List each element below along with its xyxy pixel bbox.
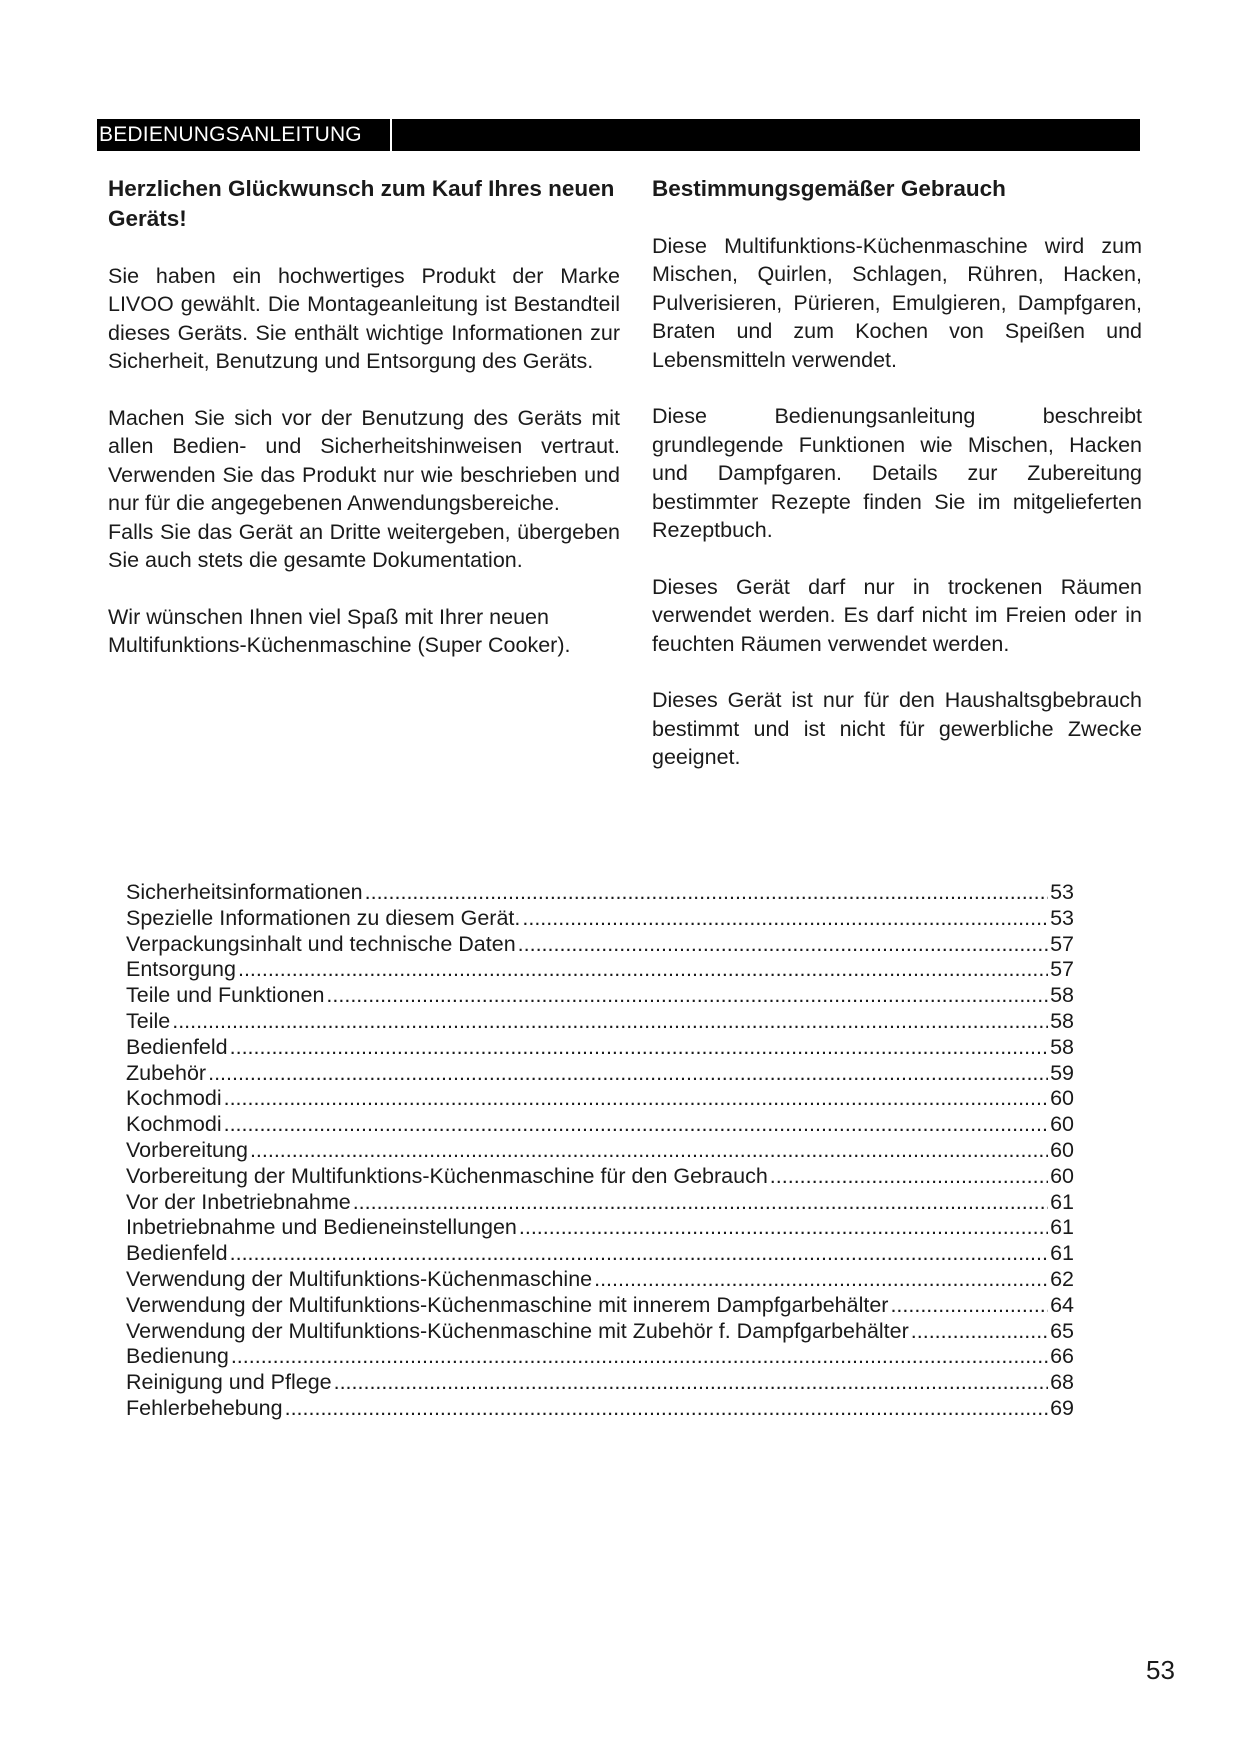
toc-entry-page: 60	[1050, 1137, 1074, 1162]
toc-entry[interactable]	[126, 1112, 1074, 1138]
toc-entry[interactable]	[126, 1396, 1074, 1422]
intended-use-paragraph-1: Diese Multifunktions-Küchenmaschine wird zum Mischen, Quirlen, Schlagen, Rühren, Hacken, Pulverisieren, Pürieren, Emulgieren, Dampfgaren, Braten und zum Kochen von Speißen und Lebensmitteln verwendet.	[652, 234, 1142, 372]
intended-use-paragraph-3: Dieses Gerät darf nur in trockenen Räumen verwendet werden. Es darf nicht im Freien oder in feuchten Räumen verwendet werden.	[652, 574, 1142, 656]
toc-entry-title: Inbetriebnahme und Bedieneinstellungen	[126, 1215, 517, 1240]
intended-use-column	[652, 174, 1142, 800]
toc-leader-dots	[208, 1061, 1048, 1087]
intended-use-heading: Bestimmungsgemäßer Gebrauch	[652, 176, 1006, 201]
toc-entry-title: Vorbereitung der Multifunktions-Küchenmaschine für den Gebrauch	[126, 1163, 768, 1188]
toc-entry[interactable]	[126, 1061, 1074, 1087]
toc-entry-page: 58	[1050, 1034, 1074, 1059]
toc-entry[interactable]	[126, 1267, 1074, 1293]
toc-entry-title: Reinigung und Pflege	[126, 1370, 332, 1395]
toc-entry-page: 66	[1050, 1344, 1074, 1369]
toc-leader-dots	[224, 1086, 1048, 1112]
toc-entry-title: Fehlerbehebung	[126, 1395, 283, 1420]
toc-entry-title: Verwendung der Multifunktions-Küchenmaschine	[126, 1266, 593, 1291]
toc-entry[interactable]	[126, 1190, 1074, 1216]
toc-entry[interactable]	[126, 1035, 1074, 1061]
intro-paragraph-2: Machen Sie sich vor der Benutzung des Geräts mit allen Bedien- und Sicherheitshinweisen vertraut. Verwenden Sie das Produkt nur wie beschrieben und nur für die angegebenen Anwendungsbereiche.	[108, 406, 620, 516]
toc-entry-page: 61	[1050, 1241, 1074, 1266]
toc-entry-page: 60	[1050, 1163, 1074, 1188]
toc-leader-dots	[230, 1035, 1048, 1061]
toc-leader-dots	[230, 1241, 1048, 1267]
toc-leader-dots	[224, 1112, 1048, 1138]
toc-entry-title: Kochmodi	[126, 1086, 222, 1111]
toc-entry-page: 69	[1050, 1395, 1074, 1420]
toc-entry-page: 62	[1050, 1266, 1074, 1291]
toc-entry-page: 60	[1050, 1112, 1074, 1137]
toc-entry[interactable]	[126, 1344, 1074, 1370]
toc-leader-dots	[594, 1267, 1048, 1293]
toc-entry-title: Sicherheitsinformationen	[126, 880, 363, 904]
toc-leader-dots	[522, 906, 1048, 932]
table-of-contents	[126, 880, 1074, 1422]
toc-entry-title: Bedienfeld	[126, 1241, 228, 1266]
toc-entry-page: 61	[1050, 1189, 1074, 1214]
toc-entry[interactable]	[126, 1319, 1074, 1345]
toc-entry[interactable]	[126, 1370, 1074, 1396]
toc-entry[interactable]	[126, 1138, 1074, 1164]
toc-entry[interactable]	[126, 880, 1074, 906]
page-number: 53	[1146, 1655, 1175, 1685]
section-header-label: BEDIENUNGSANLEITUNG	[97, 119, 392, 151]
toc-entry-title: Spezielle Informationen zu diesem Gerät.	[126, 905, 521, 930]
toc-leader-dots	[172, 1009, 1048, 1035]
toc-entry-title: Teile und Funktionen	[126, 983, 325, 1008]
toc-entry[interactable]	[126, 1086, 1074, 1112]
toc-entry-title: Kochmodi	[126, 1112, 222, 1137]
toc-entry-title: Verwendung der Multifunktions-Küchenmaschine mit Zubehör f. Dampfgarbehälter	[126, 1318, 909, 1343]
toc-entry-title: Verwendung der Multifunktions-Küchenmaschine mit innerem Dampfgarbehälter	[126, 1292, 889, 1317]
intro-paragraph-1: Sie haben ein hochwertiges Produkt der Marke LIVOO gewählt. Die Montageanleitung ist Bestandteil dieses Geräts. Sie enthält wichtige Informationen zur Sicherheit, Benutzung und Entsorgung des Geräts.	[108, 264, 620, 374]
toc-entry-title: Vorbereitung	[126, 1137, 248, 1162]
toc-leader-dots	[911, 1319, 1048, 1345]
intended-use-paragraph-4: Dieses Gerät ist nur für den Haushaltsgbebrauch bestimmt und ist nicht für gewerbliche Zwecke geeignet.	[652, 688, 1142, 770]
toc-entry-page: 53	[1050, 880, 1074, 904]
toc-entry-page: 57	[1050, 931, 1074, 956]
toc-entry-page: 57	[1050, 957, 1074, 982]
toc-entry[interactable]	[126, 1241, 1074, 1267]
intro-paragraph-3: Falls Sie das Gerät an Dritte weitergeben, übergeben Sie auch stets die gesamte Dokumentation.	[108, 519, 620, 573]
toc-entry-page: 58	[1050, 983, 1074, 1008]
toc-entry-title: Bedienung	[126, 1344, 229, 1369]
toc-leader-dots	[518, 932, 1048, 958]
section-header-bar	[97, 119, 1140, 151]
toc-entry-title: Zubehör	[126, 1060, 207, 1085]
toc-entry[interactable]	[126, 1164, 1074, 1190]
toc-entry-page: 61	[1050, 1215, 1074, 1240]
toc-entry-title: Bedienfeld	[126, 1034, 228, 1059]
toc-entry[interactable]	[126, 1009, 1074, 1035]
toc-entry-page: 53	[1050, 905, 1074, 930]
toc-entry-page: 68	[1050, 1370, 1074, 1395]
toc-entry-page: 64	[1050, 1292, 1074, 1317]
intro-column	[108, 174, 620, 688]
toc-entry[interactable]	[126, 906, 1074, 932]
toc-entry-title: Entsorgung	[126, 957, 236, 982]
toc-entry[interactable]	[126, 957, 1074, 983]
toc-leader-dots	[353, 1190, 1048, 1216]
toc-entry[interactable]	[126, 932, 1074, 958]
toc-entry-title: Vor der Inbetriebnahme	[126, 1189, 351, 1214]
toc-entry-page: 60	[1050, 1086, 1074, 1111]
toc-entry-page: 65	[1050, 1318, 1074, 1343]
toc-leader-dots	[238, 957, 1048, 983]
toc-leader-dots	[890, 1293, 1048, 1319]
toc-entry-title: Teile	[126, 1008, 171, 1033]
toc-entry-page: 58	[1050, 1008, 1074, 1033]
toc-leader-dots	[519, 1215, 1048, 1241]
intended-use-paragraph-2: Diese Bedienungsanleitung beschreibt grundlegende Funktionen wie Mischen, Hacken und Dampfgaren. Details zur Zubereitung bestimmter Rezepte finden Sie im mitgelieferten Rezeptbuch.	[652, 404, 1142, 543]
toc-entry-page: 59	[1050, 1060, 1074, 1085]
toc-leader-dots	[285, 1396, 1048, 1422]
toc-leader-dots	[231, 1344, 1048, 1370]
toc-leader-dots	[365, 880, 1048, 906]
toc-leader-dots	[334, 1370, 1048, 1396]
toc-entry-title: Verpackungsinhalt und technische Daten	[126, 931, 516, 956]
toc-entry[interactable]	[126, 1215, 1074, 1241]
toc-entry[interactable]	[126, 1293, 1074, 1319]
toc-leader-dots	[326, 983, 1048, 1009]
toc-entry[interactable]	[126, 983, 1074, 1009]
intro-heading: Herzlichen Glückwunsch zum Kauf Ihres neuen Geräts!	[108, 176, 615, 231]
toc-leader-dots	[770, 1164, 1048, 1190]
intro-paragraph-4: Wir wünschen Ihnen viel Spaß mit Ihrer neuen Multifunktions-Küchenmaschine (Super Cooker).	[108, 604, 571, 658]
toc-leader-dots	[250, 1138, 1048, 1164]
